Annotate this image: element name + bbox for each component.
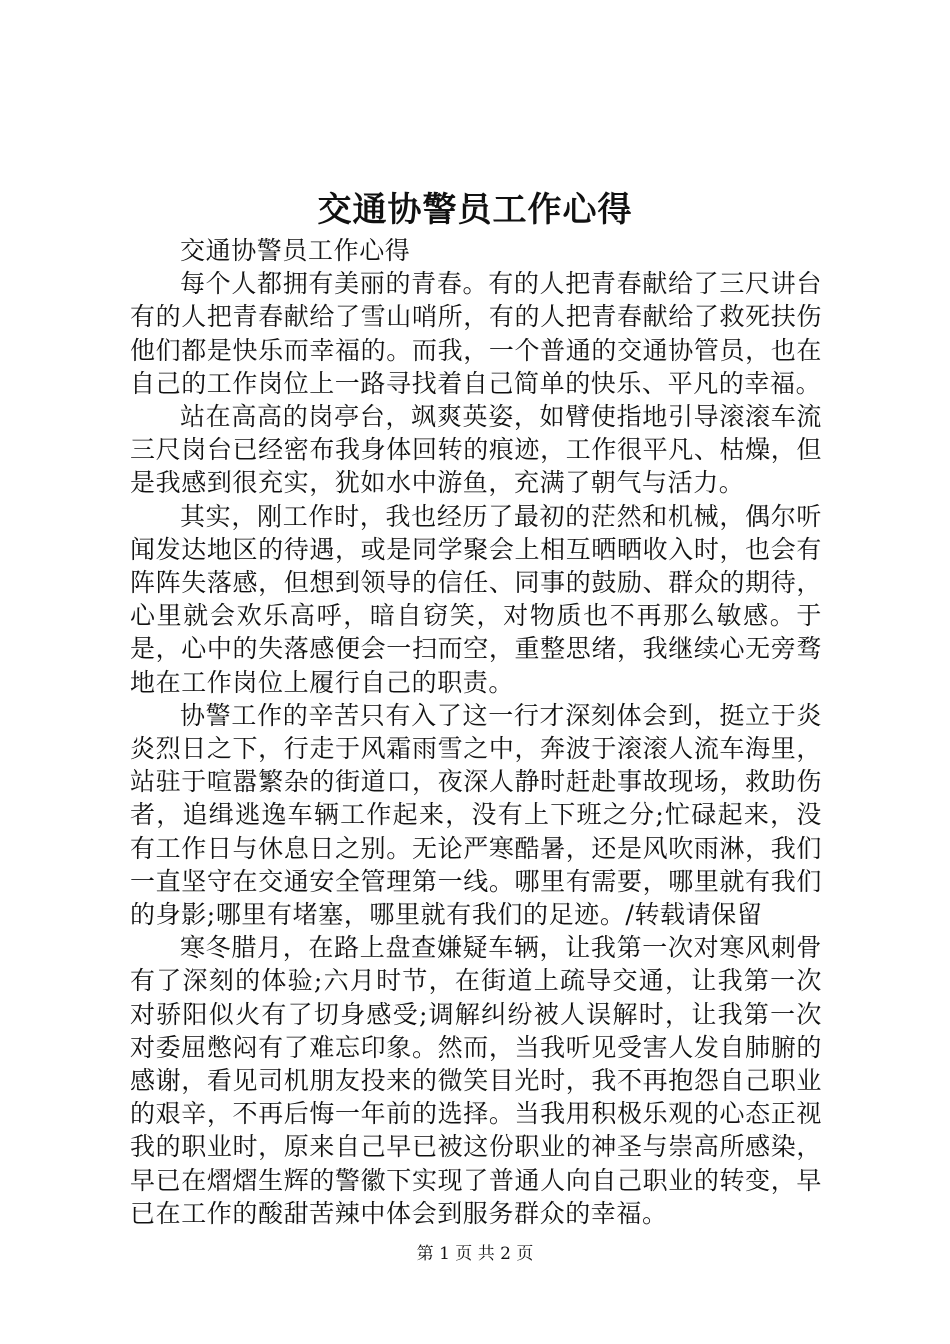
document-title: 交通协警员工作心得 [317,190,633,230]
document-body [130,234,822,1230]
page-footer: 第 1 页 共 2 页 [416,1244,534,1264]
paragraph-4: 协警工作的辛苦只有入了这一行才深刻体会到，挺立于炎炎烈日之下，行走于风霜雨雪之中，奔波于滚滚人流车海里，站驻于喧嚣繁杂的街道口，夜深人静时赶赴事故现场，救助伤者，追缉逃逸车辆工作起来，没有上下班之分;忙碌起来，没有工作日与休息日之别。无论严寒酷暑，还是风吹雨淋，我们一直坚守在交通安全管理第一线。哪里有需要，哪里就有我们的身影;哪里有堵塞，哪里就有我们的足迹。/转载请保留 [130,700,822,930]
paragraph-1: 每个人都拥有美丽的青春。有的人把青春献给了三尺讲台有的人把青春献给了雪山哨所，有的人把青春献给了救死扶伤他们都是快乐而幸福的。而我，一个普通的交通协管员，也在自己的工作岗位上一路寻找着自己简单的快乐、平凡的幸福。 [130,269,822,398]
paragraph-5: 寒冬腊月，在路上盘查嫌疑车辆，让我第一次对寒风刺骨有了深刻的体验;六月时节，在街道上疏导交通，让我第一次对骄阳似火有了切身感受;调解纠纷被人误解时，让我第一次对委屈憋闷有了难忘印象。然而，当我听见受害人发自肺腑的感谢，看见司机朋友投来的微笑目光时，我不再抱怨自己职业的艰辛，不再后悔一年前的选择。当我用积极乐观的心态正视我的职业时，原来自己早已被这份职业的神圣与崇高所感染，早已在熠熠生辉的警徽下实现了普通人向自己职业的转变，早已在工作的酸甜苦辣中体会到服务群众的幸福。 [130,933,822,1228]
paragraph-2: 站在高高的岗亭台，飒爽英姿，如臂使指地引导滚滚车流三尺岗台已经密布我身体回转的痕迹，工作很平凡、枯燥，但是我感到很充实，犹如水中游鱼，充满了朝气与活力。 [130,402,822,498]
paragraph-3: 其实，刚工作时，我也经历了最初的茫然和机械，偶尔听闻发达地区的待遇，或是同学聚会上相互晒晒收入时，也会有阵阵失落感，但想到领导的信任、同事的鼓励、群众的期待，心里就会欢乐高呼，暗自窃笑，对物质也不再那么敏感。于是，心中的失落感便会一扫而空，重整思绪，我继续心无旁骛地在工作岗位上履行自己的职责。 [130,501,822,697]
paragraph-subtitle: 交通协警员工作心得 [180,236,411,265]
